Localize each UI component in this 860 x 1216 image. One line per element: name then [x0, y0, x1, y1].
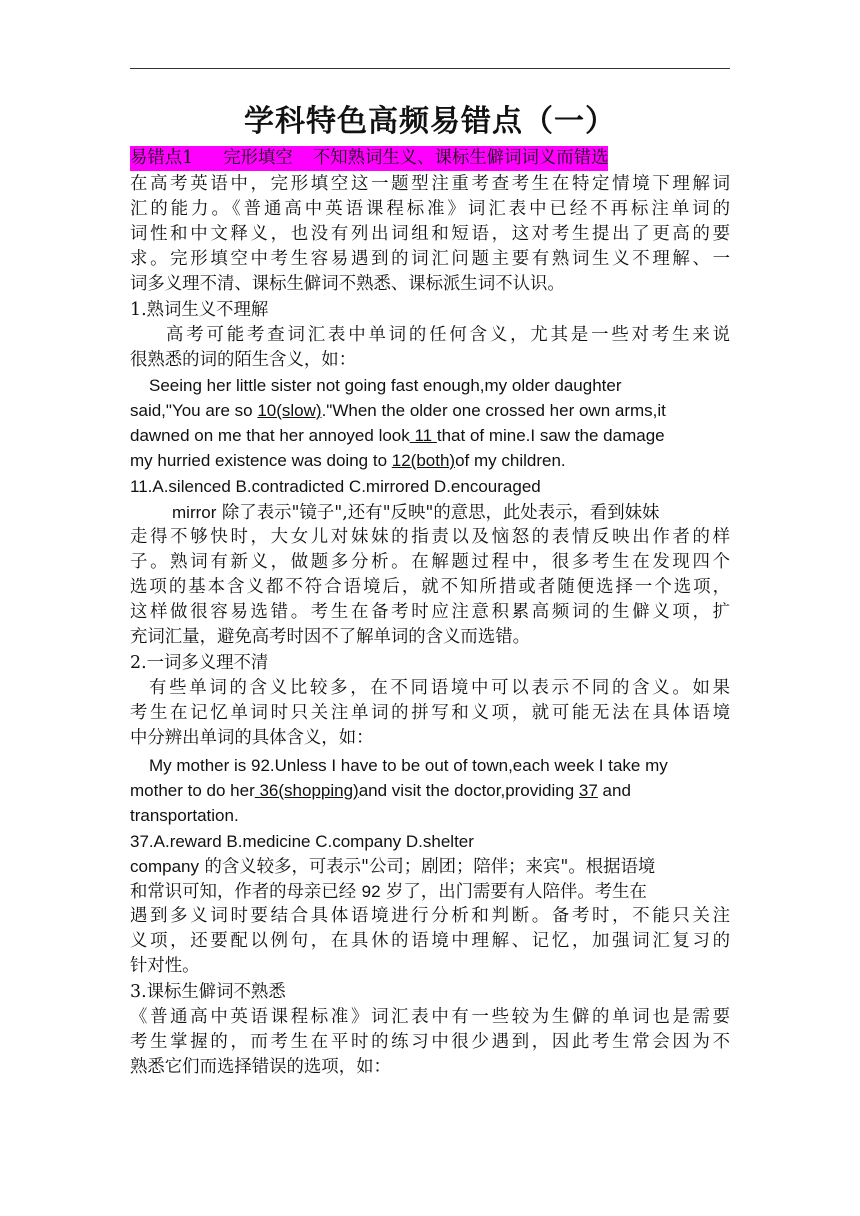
header-rule: [130, 68, 730, 69]
page-title: 学科特色高频易错点（一）: [244, 104, 616, 139]
analysis-line: [130, 879, 647, 905]
paragraph-line: 高考可能考查词汇表中单词的任何含义，尤其是一些对考生来说: [166, 325, 730, 345]
error-point-topic: 完形填空: [223, 148, 293, 168]
analysis-line: [130, 854, 655, 880]
analysis-number: 92: [361, 882, 381, 901]
section-heading-3: 3.课标生僻词不熟悉: [130, 982, 286, 1002]
analysis-text: 除了表示"镜子",还有"反映"的意思，此处表示，看到妹妹: [216, 503, 660, 523]
example-text: and: [597, 781, 631, 800]
question-options: 37.A.reward B.medicine C.company D.shelter: [130, 832, 474, 851]
example-line: Seeing her little sister not going fast enough,my older daughter: [149, 376, 622, 395]
paragraph-line: 熟悉它们而选择错误的选项，如：: [130, 1057, 391, 1077]
analysis-line: 义项，还要配以例句，在具休的语境中理解、记忆，加强词汇复习的: [130, 931, 730, 951]
blank-36: 36(shopping): [254, 781, 359, 800]
example-text: dawned on me that her annoyed look: [130, 426, 410, 445]
example-text: ."When the older one crossed her own arms,it: [321, 401, 666, 420]
question-options: 11.A.silenced B.contradicted C.mirrored D.encouraged: [130, 477, 541, 496]
analysis-line: [172, 500, 659, 526]
example-line: [130, 398, 666, 423]
blank-11: 11: [409, 426, 437, 445]
paragraph-line: 《普通高中英语课程标准》词汇表中有一些较为生僻的单词也是需要: [130, 1007, 730, 1027]
example-text: of my children.: [455, 451, 566, 470]
error-point-heading: [130, 146, 608, 171]
example-line: [130, 448, 566, 473]
example-text: my hurried existence was doing to: [130, 451, 392, 470]
example-text: that of mine.I saw the damage: [436, 426, 665, 445]
example-text: and visit the doctor,providing: [358, 781, 579, 800]
paragraph-line: 有些单词的含义比较多，在不同语境中可以表示不同的含义。如果: [149, 678, 730, 698]
keyword: company: [130, 857, 199, 876]
intro-line: 求。完形填空中考生容易遇到的词汇问题主要有熟词生义不理解、一: [130, 249, 730, 269]
analysis-line: 针对性。: [130, 956, 200, 976]
section-heading-2: 2.一词多义理不清: [130, 653, 269, 673]
analysis-line: 选项的基本含义都不符合语境后，就不知所措或者随便选择一个选项，: [130, 577, 730, 597]
intro-line: 词多义理不清、课标生僻词不熟悉、课标派生词不认识。: [130, 274, 565, 294]
intro-line: 词性和中文释义，也没有列出词组和短语，这对考生提出了更高的要: [130, 224, 730, 244]
example-text: mother to do her: [130, 781, 255, 800]
intro-line: 汇的能力。《普通高中英语课程标准》词汇表中已经不再标注单词的: [130, 199, 730, 219]
blank-12: 12(both): [391, 451, 456, 470]
analysis-text: 和常识可知，作者的母亲已经: [130, 882, 362, 902]
paragraph-line: 很熟悉的词的陌生含义，如：: [130, 350, 357, 370]
example-line: [130, 778, 631, 803]
blank-10: 10(slow): [257, 401, 322, 420]
analysis-text: 的含义较多，可表示"公司；剧团；陪伴；来宾"。根据语境: [198, 857, 656, 877]
paragraph-line: 考生掌握的，而考生在平时的练习中很少遇到，因此考生常会因为不: [130, 1032, 730, 1052]
error-point-desc: 不知熟词生义、课标生僻词词义而错选: [312, 148, 609, 168]
keyword: mirror: [172, 503, 217, 522]
analysis-line: 这样做很容易选错。考生在备考时应注意积累高频词的生僻义项，扩: [130, 602, 730, 622]
analysis-line: 走得不够快时，大女儿对妹妹的指责以及恼怒的表情反映出作者的样: [130, 527, 730, 547]
example-line: [130, 423, 665, 448]
example-line: My mother is 92.Unless I have to be out of town,each week I take my: [149, 756, 668, 775]
paragraph-line: 考生在记忆单词时只关注单词的拼写和义项，就可能无法在具体语境: [130, 703, 730, 723]
error-point-tag: 易错点1: [130, 148, 194, 168]
analysis-text: 岁了，出门需要有人陪伴。考生在: [380, 882, 647, 902]
intro-line: 在高考英语中，完形填空这一题型注重考查考生在特定情境下理解词: [130, 174, 730, 194]
analysis-line: 充词汇量，避免高考时因不了解单词的含义而选错。: [130, 627, 530, 647]
analysis-line: 子。熟词有新义，做题多分析。在解题过程中，很多考生在发现四个: [130, 552, 730, 572]
example-line: transportation.: [130, 806, 239, 825]
paragraph-line: 中分辨出单词的具体含义，如：: [130, 728, 374, 748]
analysis-line: 遇到多义词时要结合具体语境进行分析和判断。备考时，不能只关注: [130, 906, 730, 926]
blank-37: 37: [578, 781, 598, 800]
example-text: said,"You are so: [130, 401, 258, 420]
section-heading-1: 1.熟词生义不理解: [130, 300, 269, 320]
